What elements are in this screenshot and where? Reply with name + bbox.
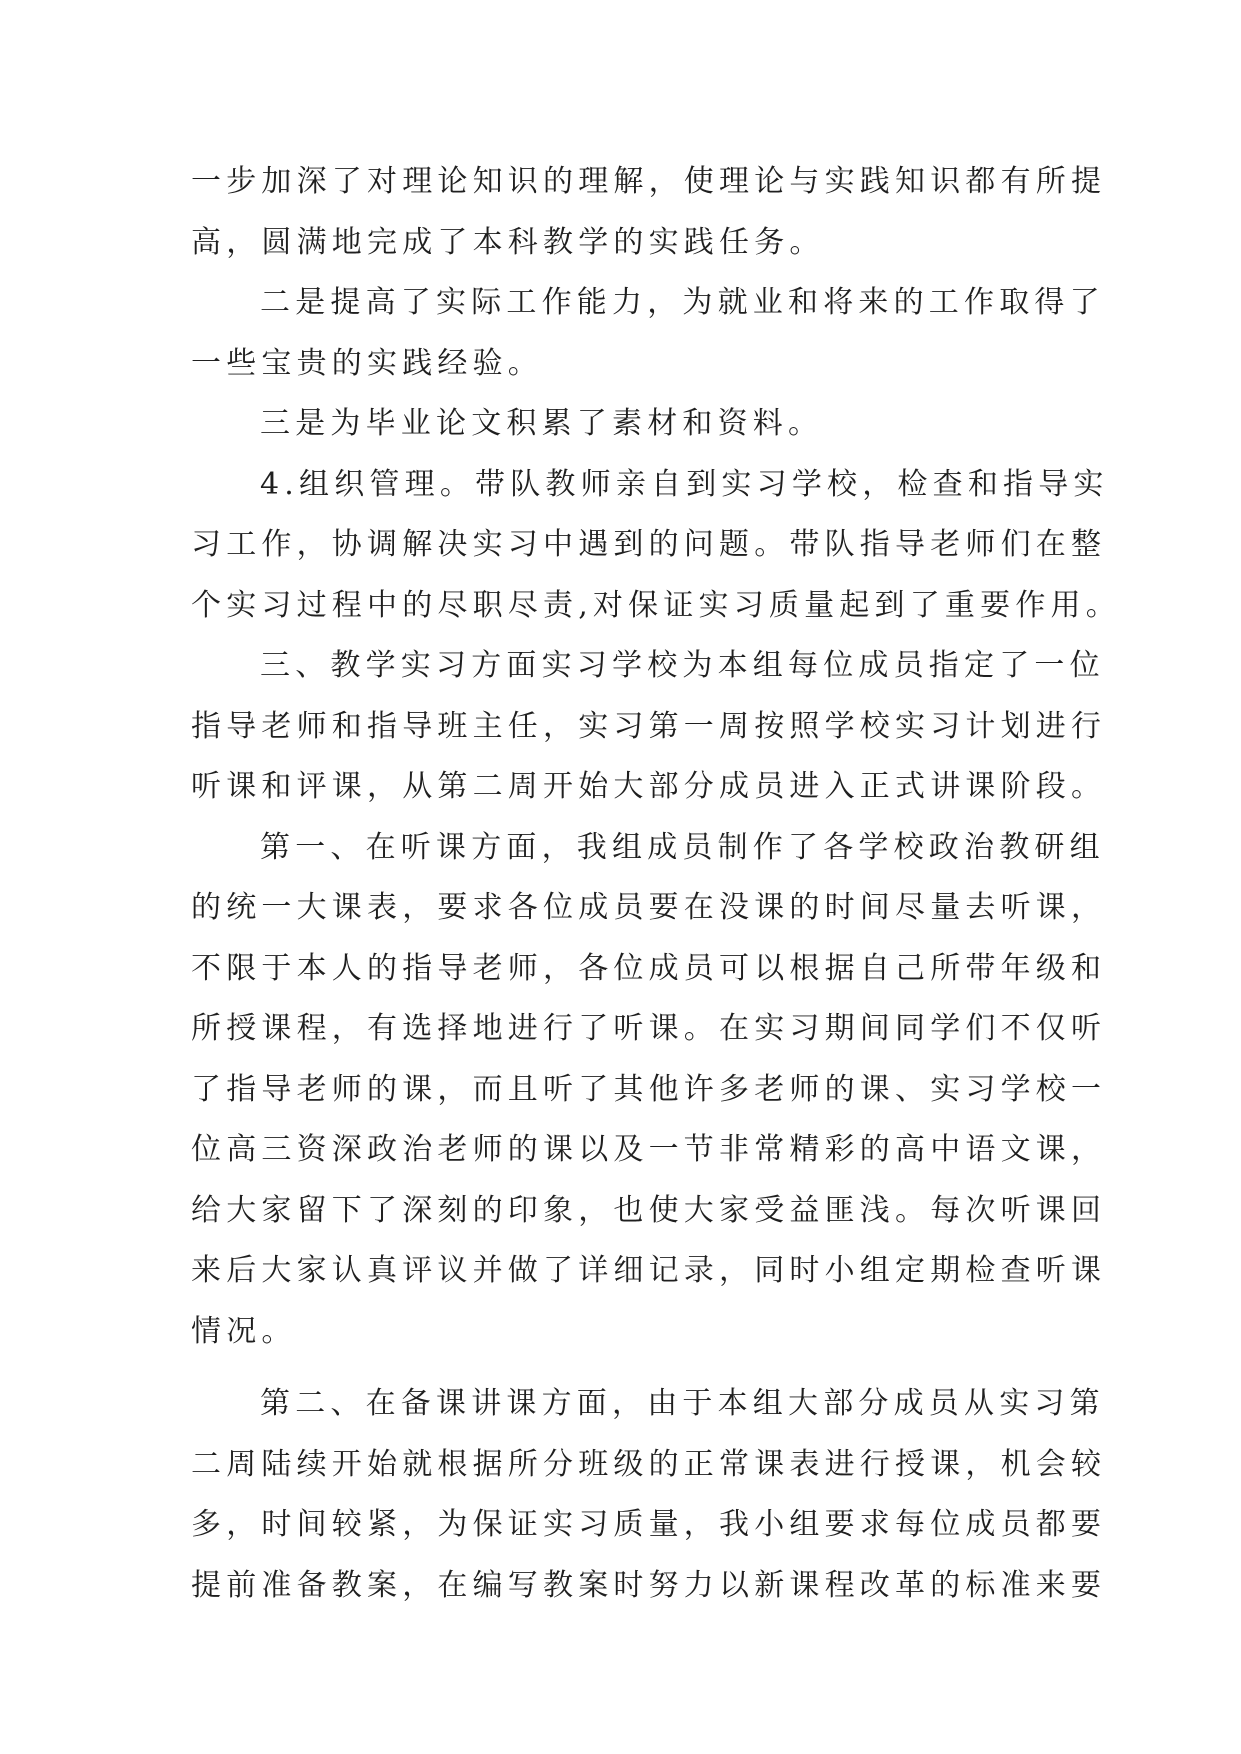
text-line: 习工作，协调解决实习中遇到的问题。带队指导老师们在整 (191, 527, 1107, 562)
text-line: 不限于本人的指导老师，各位成员可以根据自己所带年级和 (191, 950, 1107, 986)
paragraph (191, 273, 1105, 394)
text-line: 第一、在听课方面，我组成员制作了各学校政治教研组 (260, 829, 1105, 865)
paragraph (191, 394, 1071, 455)
paragraph (191, 818, 1107, 1363)
text-line: 三、教学实习方面实习学校为本组每位成员指定了一位 (260, 648, 1105, 683)
text-line: 三是为毕业论文积累了素材和资料。 (260, 406, 824, 441)
text-line: 了指导老师的课，而且听了其他许多老师的课、实习学校一 (191, 1071, 1107, 1107)
text-line: 4.组织管理。带队教师亲自到实习学校，检查和指导实 (260, 466, 1109, 502)
text-line: 一步加深了对理论知识的理解，使理论与实践知识都有所提 (191, 164, 1107, 199)
paragraph (191, 152, 1107, 273)
text-line: 给大家留下了深刻的印象，也使大家受益匪浅。每次听课回 (191, 1192, 1107, 1228)
document-body (191, 152, 1121, 1616)
text-line: 听课和评课，从第二周开始大部分成员进入正式讲课阶段。 (191, 769, 1107, 804)
text-line: 位高三资深政治老师的课以及一节非常精彩的高中语文课， (191, 1132, 1107, 1167)
text-line: 提前准备教案，在编写教案时努力以新课程改革的标准来要 (191, 1567, 1107, 1603)
text-line: 个实习过程中的尽职尽责,对保证实习质量起到了重要作用。 (191, 587, 1121, 623)
text-line: 第二、在备课讲课方面，由于本组大部分成员从实习第 (260, 1386, 1105, 1421)
text-line: 来后大家认真评议并做了详细记录，同时小组定期检查听课 (191, 1253, 1107, 1288)
paragraph (191, 1374, 1107, 1616)
text-line: 的统一大课表，要求各位成员要在没课的时间尽量去听课， (191, 890, 1107, 925)
text-line: 一些宝贵的实践经验。 (191, 345, 543, 381)
text-line: 指导老师和指导班主任，实习第一周按照学校实习计划进行 (191, 708, 1107, 744)
text-line: 多，时间较紧，为保证实习质量，我小组要求每位成员都要 (191, 1507, 1107, 1542)
text-line: 二是提高了实际工作能力，为就业和将来的工作取得了 (260, 285, 1105, 320)
text-line: 情况。 (191, 1313, 297, 1349)
paragraph (191, 455, 1121, 637)
text-line: 二周陆续开始就根据所分班级的正常课表进行授课，机会较 (191, 1446, 1107, 1482)
text-line: 所授课程，有选择地进行了听课。在实习期间同学们不仅听 (191, 1011, 1107, 1046)
text-line: 高，圆满地完成了本科教学的实践任务。 (191, 224, 825, 260)
paragraph-spacer (191, 1362, 1071, 1374)
paragraph (191, 636, 1107, 818)
